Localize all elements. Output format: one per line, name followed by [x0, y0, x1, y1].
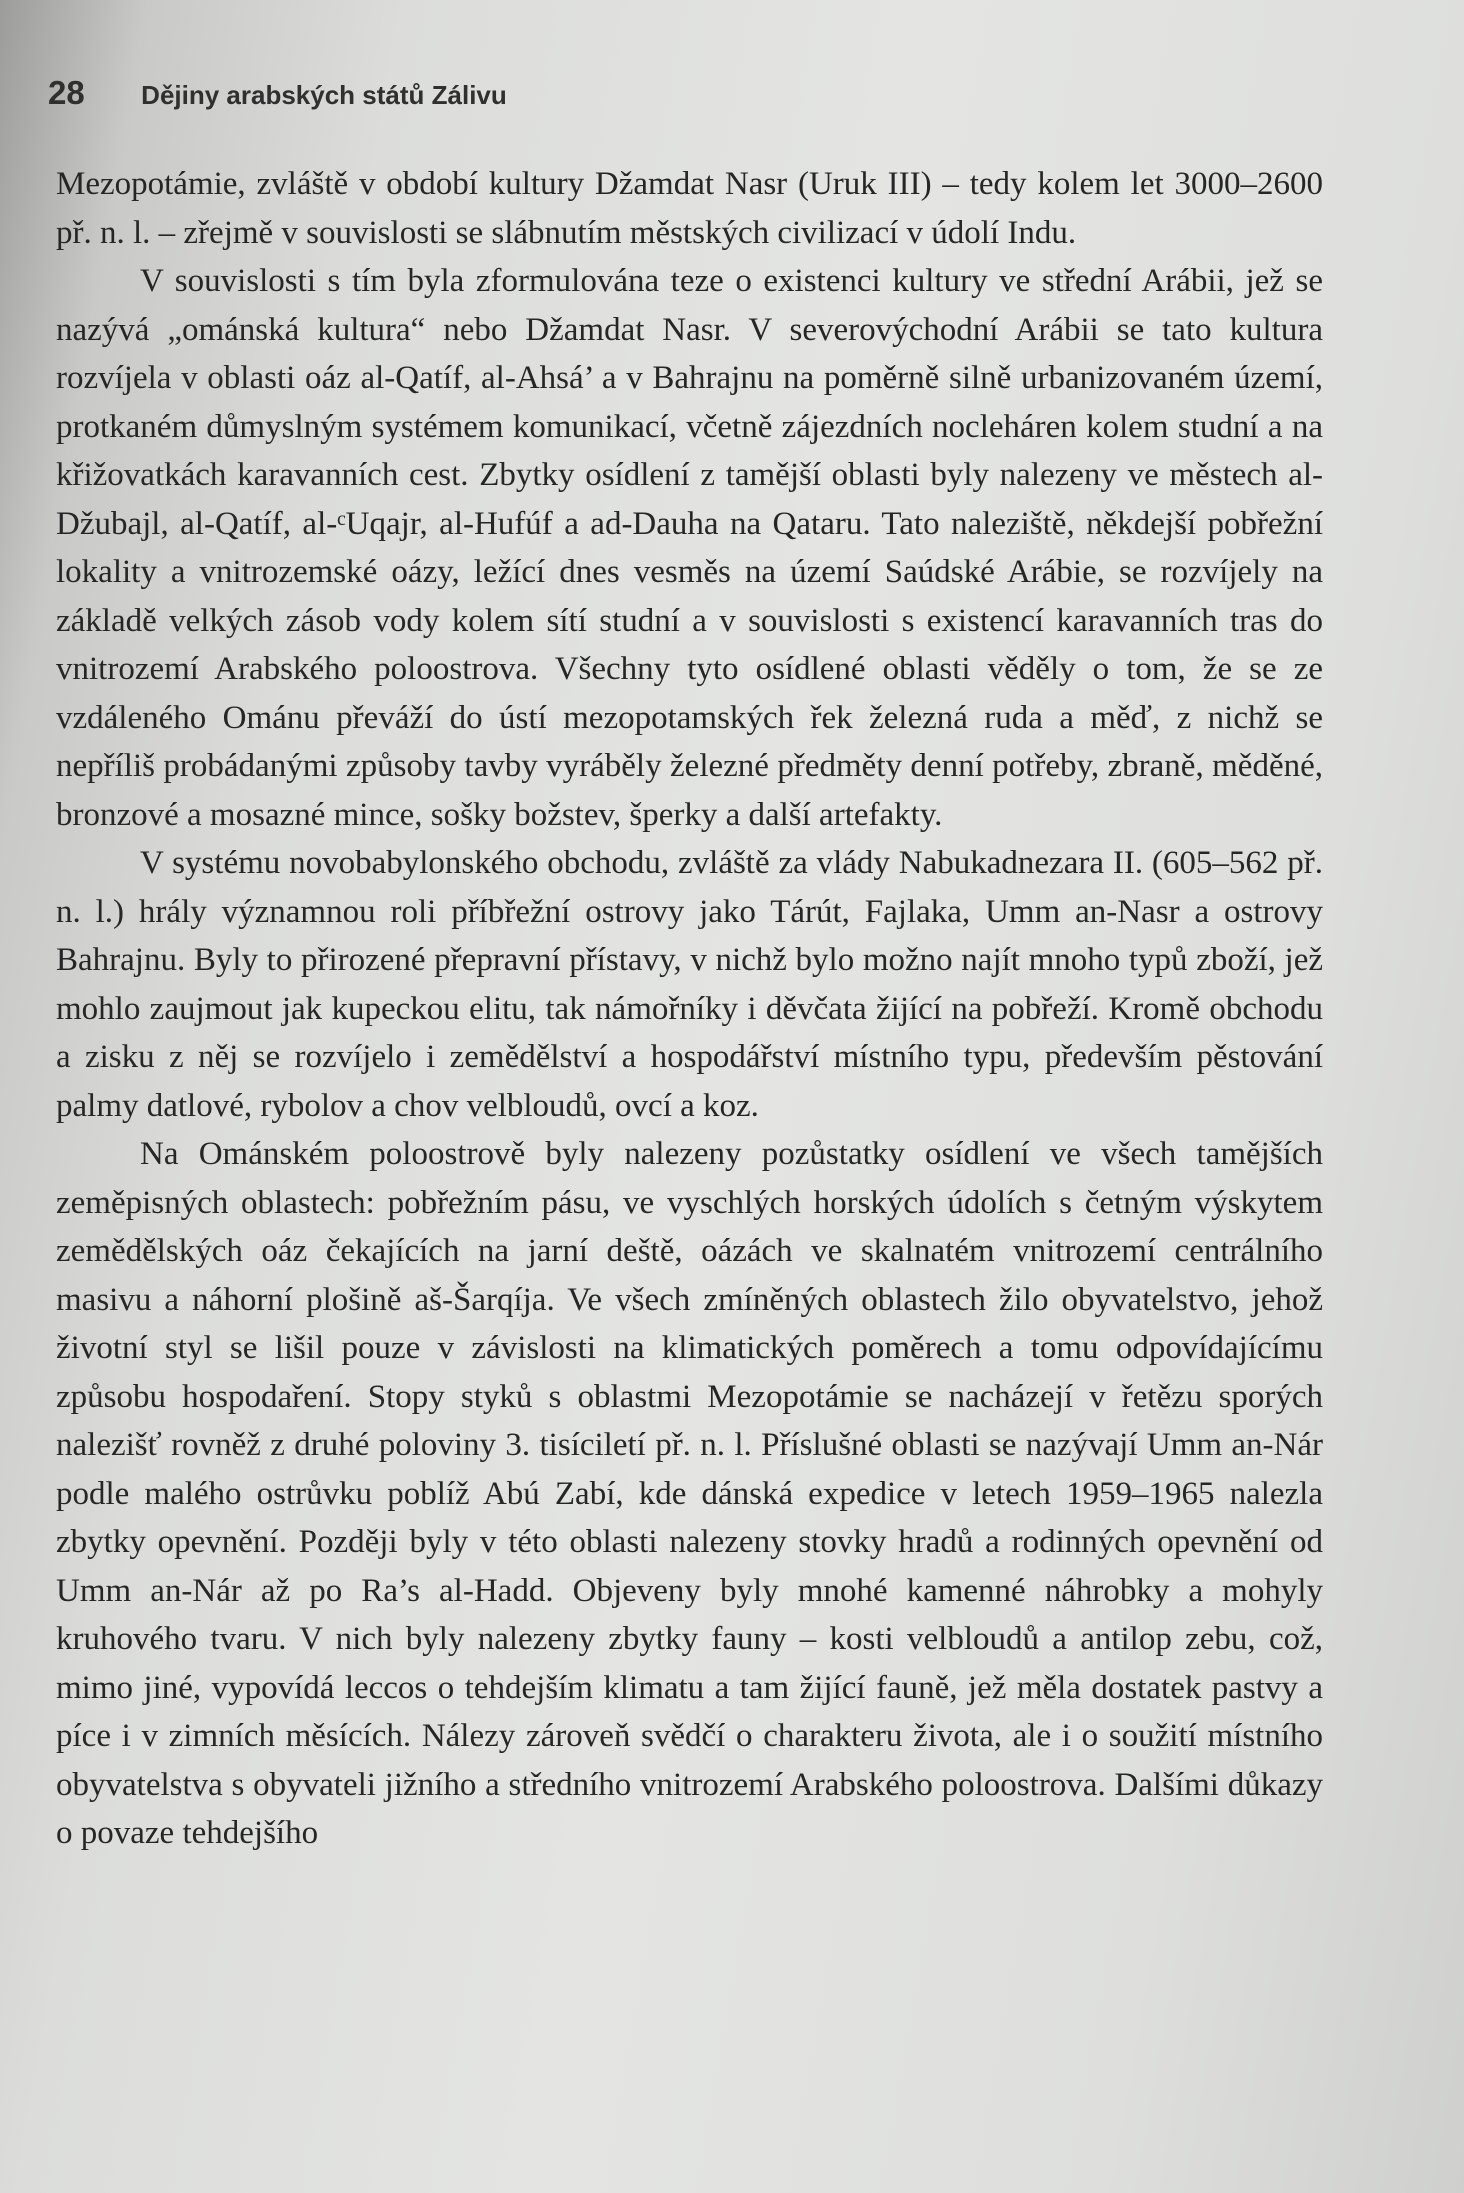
- page-number: 28: [48, 74, 85, 111]
- running-head: [48, 74, 507, 112]
- paragraph-3: V systému novobabylonského obchodu, zvláště za vlády Nabukadnezara II. (605–562 př. n. l.) hrály významnou roli příbřežní ostrovy jako Tárút, Fajlaka, Umm an-Nasr a ostrovy Bahrajnu. Byly to přirozené přepravní přístavy, v nichž bylo možno najít mnoho typů zboží, jež mohlo zaujmout jak kupeckou elitu, tak námořníky i děvčata žijící na pobřeží. Kromě obchodu a zisku z něj se rozvíjelo i zemědělství a hospodářství místního typu, především pěstování palmy datlové, rybolov a chov velbloudů, ovcí a koz.: [56, 845, 1323, 1124]
- book-title: Dějiny arabských států Zálivu: [141, 80, 507, 110]
- paragraph-4: Na Ománském poloostrově byly nalezeny pozůstatky osídlení ve všech tamějších zeměpisných oblastech: pobřežním pásu, ve vyschlých horských údolích s četným výskytem zemědělských oáz čekajících na jarní deště, oázách ve skalnatém vnitrozemí centrálního masivu a náhorní plošině aš-Šarqíja. Ve všech zmíněných oblastech žilo obyvatelstvo, jehož životní styl se lišil pouze v závislosti na klimatických poměrech a tomu odpovídajícímu způsobu hospodaření. Stopy styků s oblastmi Mezopotámie se nacházejí v řetězu sporých nalezišť rovněž z druhé poloviny 3. tisíciletí př. n. l. Příslušné oblasti se nazývají Umm an-Nár podle malého ostrůvku poblíž Abú Zabí, kde dánská expedice v letech 1959–1965 nalezla zbytky opevnění. Později byly v této oblasti nalezeny stovky hradů a rodinných opevnění od Umm an-Nár až po Ra’s al-Hadd. Objeveny byly mnohé kamenné náhrobky a mohyly kruhového tvaru. V nich byly nalezeny zbytky fauny – kosti velbloudů a antilop zebu, což, mimo jiné, vypovídá leccos o tehdejším klimatu a tam žijící fauně, jež měla dostatek pastvy a píce i v zimních měsících. Nálezy zároveň svědčí o charakteru života, ale i o soužití místního obyvatelstva s obyvateli jižního a středního vnitrozemí Arabského poloostrova. Dalšími důkazy o povaze tehdejšího: [56, 1136, 1323, 1851]
- paragraph-2: V souvislosti s tím byla zformulována teze o existenci kultury ve střední Arábii, jež se nazývá „ománská kultura“ nebo Džamdat Nasr. V severovýchodní Arábii se tato kultura rozvíjela v oblasti oáz al-Qatíf, al-Ahsá’ a v Bahrajnu na poměrně silně urbanizovaném území, protkaném důmyslným systémem komunikací, včetně zájezdních nocleháren kolem studní a na křižovatkách karavanních cest. Zbytky osídlení z tamější oblasti byly nalezeny ve městech al-Džubajl, al-Qatíf, al-ᶜUqajr, al-Hufúf a ad-Dauha na Qataru. Tato naleziště, někdejší pobřežní lokality a vnitrozemské oázy, ležící dnes vesměs na území Saúdské Arábie, se rozvíjely na základě velkých zásob vody kolem sítí studní a v souvislosti s existencí karavanních tras do vnitrozemí Arabského poloostrova. Všechny tyto osídlené oblasti věděly o tom, že se ze vzdáleného Ománu převáží do ústí mezopotamských řek železná ruda a měď, z nichž se nepříliš probádanými způsoby tavby vyráběly železné předměty denní potřeby, zbraně, měděné, bronzové a mosazné mince, sošky božstev, šperky a další artefakty.: [56, 263, 1323, 833]
- paragraph-1: Mezopotámie, zvláště v období kultury Džamdat Nasr (Uruk III) – tedy kolem let 3000–2600 př. n. l. – zřejmě v souvislosti se slábnutím městských civilizací v údolí Indu.: [56, 166, 1323, 251]
- body-text: [56, 160, 1323, 1858]
